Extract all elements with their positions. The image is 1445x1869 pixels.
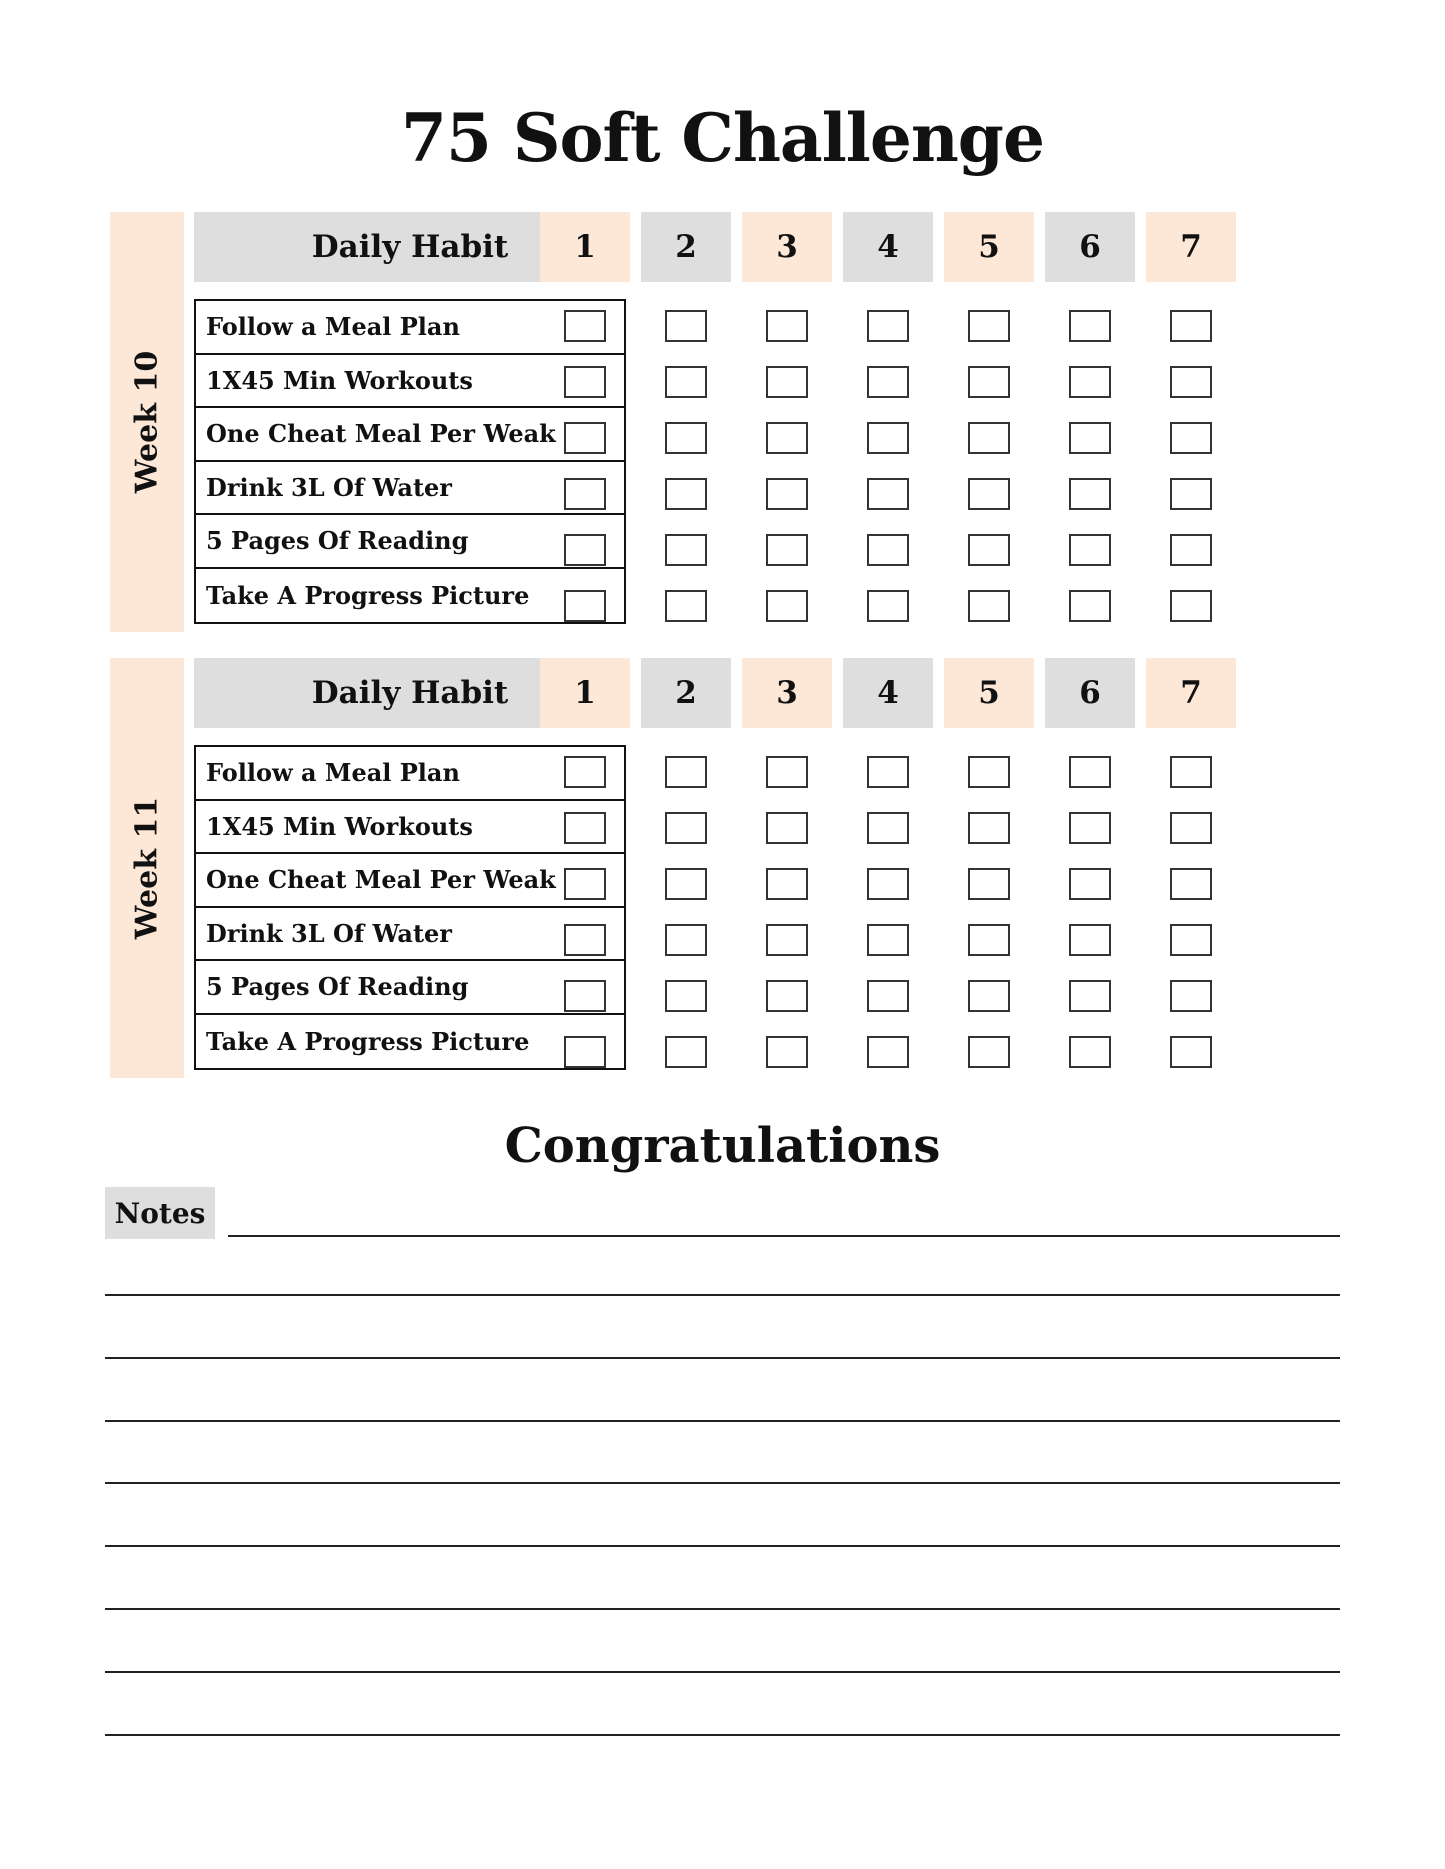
habit-checkbox[interactable] bbox=[968, 366, 1010, 398]
day-header: 6 bbox=[1045, 658, 1135, 728]
notes-line[interactable] bbox=[105, 1420, 1340, 1422]
habit-checkbox[interactable] bbox=[766, 366, 808, 398]
habit-checkbox[interactable] bbox=[766, 422, 808, 454]
habit-checkbox[interactable] bbox=[1170, 478, 1212, 510]
habit-row: 1X45 Min Workouts bbox=[196, 801, 624, 855]
daily-habit-header: Daily Habit bbox=[194, 658, 626, 728]
habit-checkbox[interactable] bbox=[665, 478, 707, 510]
habit-checkbox[interactable] bbox=[1069, 812, 1111, 844]
habit-checkbox[interactable] bbox=[766, 534, 808, 566]
habit-checkbox[interactable] bbox=[1170, 534, 1212, 566]
day-header: 7 bbox=[1146, 212, 1236, 282]
day-header: 2 bbox=[641, 658, 731, 728]
habit-checkbox[interactable] bbox=[766, 756, 808, 788]
habit-row: 5 Pages Of Reading bbox=[196, 961, 624, 1015]
habit-checkbox[interactable] bbox=[1069, 422, 1111, 454]
day-header: 5 bbox=[944, 212, 1034, 282]
habit-checkbox[interactable] bbox=[867, 590, 909, 622]
habit-checkbox[interactable] bbox=[665, 310, 707, 342]
habit-checkbox[interactable] bbox=[1170, 868, 1212, 900]
habit-list bbox=[194, 299, 626, 624]
habit-checkbox[interactable] bbox=[1069, 924, 1111, 956]
notes-line[interactable] bbox=[105, 1357, 1340, 1359]
habit-checkbox[interactable] bbox=[1069, 366, 1111, 398]
week-label-text: Week 11 bbox=[129, 796, 165, 940]
notes-line[interactable] bbox=[105, 1294, 1340, 1296]
day-header: 7 bbox=[1146, 658, 1236, 728]
notes-line[interactable] bbox=[105, 1734, 1340, 1736]
notes-label: Notes bbox=[105, 1187, 215, 1239]
habit-checkbox[interactable] bbox=[867, 534, 909, 566]
day-header: 1 bbox=[540, 212, 630, 282]
habit-checkbox[interactable] bbox=[1069, 756, 1111, 788]
habit-checkbox[interactable] bbox=[968, 534, 1010, 566]
habit-checkbox[interactable] bbox=[1069, 478, 1111, 510]
week-label bbox=[110, 212, 184, 632]
habit-checkbox[interactable] bbox=[968, 756, 1010, 788]
habit-row: One Cheat Meal Per Weak bbox=[196, 854, 624, 908]
week-label bbox=[110, 658, 184, 1078]
habit-checkbox[interactable] bbox=[1170, 756, 1212, 788]
habit-checkbox[interactable] bbox=[766, 1036, 808, 1068]
habit-checkbox[interactable] bbox=[968, 310, 1010, 342]
habit-row: Drink 3L Of Water bbox=[196, 462, 624, 516]
notes-line[interactable] bbox=[105, 1608, 1340, 1610]
habit-row: Follow a Meal Plan bbox=[196, 301, 624, 355]
habit-checkbox[interactable] bbox=[1069, 980, 1111, 1012]
habit-checkbox[interactable] bbox=[1069, 1036, 1111, 1068]
habit-checkbox[interactable] bbox=[968, 924, 1010, 956]
habit-checkbox[interactable] bbox=[1069, 310, 1111, 342]
habit-checkbox[interactable] bbox=[1170, 310, 1212, 342]
habit-checkbox[interactable] bbox=[766, 812, 808, 844]
notes-line[interactable] bbox=[105, 1482, 1340, 1484]
day-header: 3 bbox=[742, 658, 832, 728]
habit-row: Follow a Meal Plan bbox=[196, 747, 624, 801]
habit-checkbox[interactable] bbox=[1170, 590, 1212, 622]
habit-checkbox[interactable] bbox=[867, 478, 909, 510]
day-header: 5 bbox=[944, 658, 1034, 728]
habit-checkbox[interactable] bbox=[665, 1036, 707, 1068]
habit-checkbox[interactable] bbox=[867, 812, 909, 844]
habit-checkbox[interactable] bbox=[1170, 924, 1212, 956]
habit-checkbox[interactable] bbox=[1069, 868, 1111, 900]
habit-checkbox[interactable] bbox=[968, 478, 1010, 510]
habit-checkbox[interactable] bbox=[968, 422, 1010, 454]
day-header: 6 bbox=[1045, 212, 1135, 282]
habit-checkbox[interactable] bbox=[968, 812, 1010, 844]
day-header: 2 bbox=[641, 212, 731, 282]
habit-checkbox[interactable] bbox=[1170, 812, 1212, 844]
notes-line[interactable] bbox=[105, 1545, 1340, 1547]
habit-checkbox[interactable] bbox=[665, 366, 707, 398]
week-label-text: Week 10 bbox=[129, 350, 165, 494]
habit-checkbox[interactable] bbox=[1170, 1036, 1212, 1068]
page-title: 75 Soft Challenge bbox=[401, 99, 1044, 177]
habit-checkbox[interactable] bbox=[968, 1036, 1010, 1068]
habit-checkbox[interactable] bbox=[766, 980, 808, 1012]
habit-checkbox[interactable] bbox=[665, 534, 707, 566]
habit-checkbox[interactable] bbox=[665, 590, 707, 622]
notes-line[interactable] bbox=[228, 1235, 1340, 1237]
habit-row: Take A Progress Picture bbox=[206, 1026, 530, 1056]
habit-checkbox[interactable] bbox=[766, 478, 808, 510]
habit-checkbox[interactable] bbox=[1069, 590, 1111, 622]
habit-checkbox[interactable] bbox=[867, 310, 909, 342]
habit-checkbox[interactable] bbox=[968, 590, 1010, 622]
habit-checkbox[interactable] bbox=[867, 868, 909, 900]
congratulations-heading: Congratulations bbox=[504, 1118, 941, 1174]
habit-checkbox[interactable] bbox=[867, 980, 909, 1012]
habit-checkbox[interactable] bbox=[665, 980, 707, 1012]
habit-checkbox[interactable] bbox=[867, 756, 909, 788]
notes-line[interactable] bbox=[105, 1671, 1340, 1673]
habit-checkbox[interactable] bbox=[665, 812, 707, 844]
habit-checkbox[interactable] bbox=[665, 756, 707, 788]
habit-checkbox[interactable] bbox=[766, 590, 808, 622]
habit-checkbox[interactable] bbox=[1069, 534, 1111, 566]
habit-checkbox[interactable] bbox=[665, 868, 707, 900]
habit-row: Drink 3L Of Water bbox=[196, 908, 624, 962]
habit-checkbox[interactable] bbox=[1170, 366, 1212, 398]
habit-row: 5 Pages Of Reading bbox=[196, 515, 624, 569]
habit-checkbox[interactable] bbox=[867, 924, 909, 956]
habit-list bbox=[194, 745, 626, 1070]
day-header: 3 bbox=[742, 212, 832, 282]
habit-row: Take A Progress Picture bbox=[206, 580, 530, 610]
habit-checkbox[interactable] bbox=[766, 924, 808, 956]
habit-row: 1X45 Min Workouts bbox=[196, 355, 624, 409]
habit-checkbox[interactable] bbox=[867, 422, 909, 454]
habit-checkbox[interactable] bbox=[665, 422, 707, 454]
habit-checkbox[interactable] bbox=[1170, 980, 1212, 1012]
habit-checkbox[interactable] bbox=[867, 1036, 909, 1068]
habit-checkbox[interactable] bbox=[867, 366, 909, 398]
day-header: 1 bbox=[540, 658, 630, 728]
habit-checkbox[interactable] bbox=[766, 868, 808, 900]
habit-checkbox[interactable] bbox=[968, 868, 1010, 900]
habit-checkbox[interactable] bbox=[968, 980, 1010, 1012]
habit-checkbox[interactable] bbox=[665, 924, 707, 956]
daily-habit-header: Daily Habit bbox=[194, 212, 626, 282]
habit-row: One Cheat Meal Per Weak bbox=[196, 408, 624, 462]
day-header: 4 bbox=[843, 212, 933, 282]
habit-checkbox[interactable] bbox=[1170, 422, 1212, 454]
day-header: 4 bbox=[843, 658, 933, 728]
habit-checkbox[interactable] bbox=[766, 310, 808, 342]
